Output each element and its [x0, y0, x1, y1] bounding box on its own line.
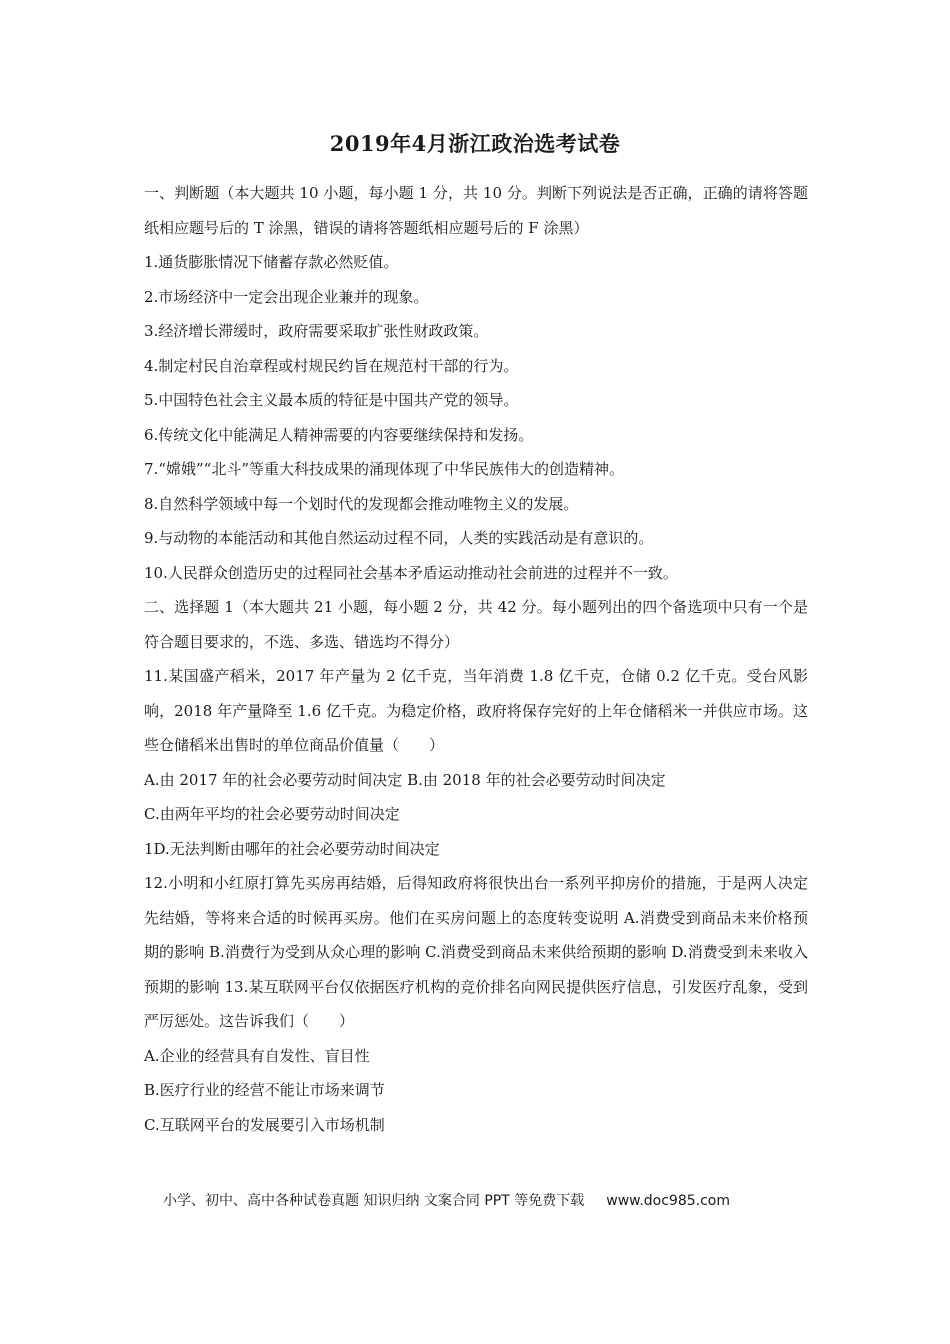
- section1-header: 一、判断题（本大题共 10 小题，每小题 1 分，共 10 分。判断下列说法是否正确，正确的请将答题纸相应题号后的 T 涂黑，错误的请将答题纸相应题号后的 F 涂黑）: [144, 184, 808, 237]
- question-12-13-stem: 12.小明和小红原打算先买房再结婚，后得知政府将很快出台一系列平抑房价的措施，于是两人决定先结婚，等将来合适的时候再买房。他们在买房问题上的态度转变说明 A.消费受到商品未来价格预期的影响 B.消费行为受到从众心理的影响 C.消费受到商品未来供给预期的影响 D.消费受到未来收入预期的影响 13.某互联网平台仅依据医疗机构的竞价排名向网民提供医疗信息，引发医疗乱象，受到严厉惩处。这告诉我们（ ）: [144, 874, 808, 1030]
- judgement-item-10: 10.人民群众创造历史的过程同社会基本矛盾运动推动社会前进的过程并不一致。: [144, 563, 678, 582]
- judgement-item-7: 7.“嫦娥”“北斗”等重大科技成果的涌现体现了中华民族伟大的创造精神。: [144, 460, 624, 478]
- question-13-option-a: A.企业的经营具有自发性、盲目性: [144, 1046, 370, 1065]
- judgement-item-2: 2.市场经济中一定会出现企业兼并的现象。: [144, 287, 429, 306]
- judgement-item-6: 6.传统文化中能满足人精神需要的内容要继续保持和发扬。: [144, 425, 534, 444]
- judgement-item-5: 5.中国特色社会主义最本质的特征是中国共产党的领导。: [144, 391, 519, 409]
- footer-site-link[interactable]: www.doc985.com: [606, 1193, 730, 1209]
- document-body: [144, 176, 808, 1142]
- page-title: 2019年4月浙江政治选考试卷: [329, 131, 621, 156]
- judgement-item-4: 4.制定村民自治章程或村规民约旨在规范村干部的行为。: [144, 356, 519, 375]
- judgement-item-3: 3.经济增长滞缓时，政府需要采取扩张性财政政策。: [144, 322, 489, 340]
- page-footer: [163, 1190, 823, 1210]
- question-11-stem: 11.某国盛产稻米，2017 年产量为 2 亿千克，当年消费 1.8 亿千克，仓储 0.2 亿千克。受台风影响，2018 年产量降至 1.6 亿千克。为稳定价格，政府将保存完好的上年仓储稻米一并供应市场。这些仓储稻米出售时的单位商品价值量（ ）: [144, 667, 808, 754]
- judgement-item-9: 9.与动物的本能活动和其他自然运动过程不同，人类的实践活动是有意识的。: [144, 529, 654, 547]
- question-13-option-c: C.互联网平台的发展要引入市场机制: [144, 1115, 385, 1134]
- section2-header: 二、选择题 1（本大题共 21 小题，每小题 2 分，共 42 分。每小题列出的四个备选项中只有一个是符合题目要求的，不选、多选、错选均不得分）: [144, 598, 808, 651]
- question-11-options-ab: A.由 2017 年的社会必要劳动时间决定 B.由 2018 年的社会必要劳动时间决定: [144, 770, 666, 789]
- judgement-item-8: 8.自然科学领域中每一个划时代的发现都会推动唯物主义的发展。: [144, 494, 579, 513]
- question-13-option-b: B.医疗行业的经营不能让市场来调节: [144, 1081, 385, 1099]
- footer-text: 小学、初中、高中各种试卷真题 知识归纳 文案合同 PPT 等免费下载: [163, 1193, 585, 1209]
- judgement-item-1: 1.通货膨胀情况下储蓄存款必然贬值。: [144, 253, 399, 271]
- question-11-option-c: C.由两年平均的社会必要劳动时间决定: [144, 805, 400, 823]
- question-11-option-d: 1D.无法判断由哪年的社会必要劳动时间决定: [144, 839, 440, 858]
